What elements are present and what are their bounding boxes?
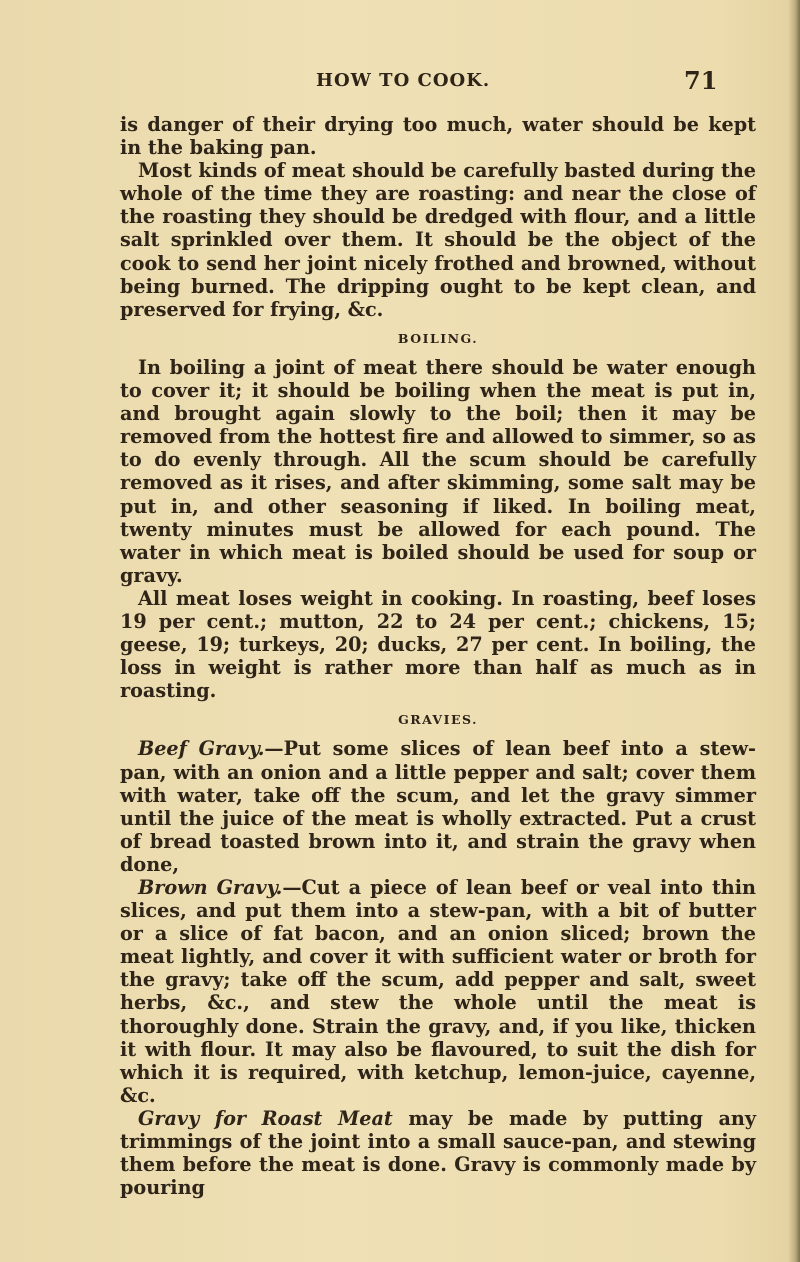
recipe-text: —Cut a piece of lean beef or veal into thin slices, and put them into a stew-pan, with a bit of butter or a slice of fat bacon, and an onion sliced; brown the meat lightly, and cover it with sufficient water or broth for the gravy; take off the scum, add pepper and salt, sweet herbs, &c., and stew the whole until the meat is thoroughly done. Strain the gravy, and, if you like, thicken it with flour. It may also be flavoured, to suit the dish for which it is required, with ketchup, lemon-juice, cayenne, &c. <box>120 876 756 1107</box>
recipe-text: may be made by putting any trimmings of the joint into a small sauce-pan, and stewing them before the meat is done. Gravy is commonly made by pouring <box>120 1106 757 1200</box>
paragraph: Most kinds of meat should be carefully basted during the whole of the time they are roasting: and near the close of the roasting they should be dredged with flour, and a little salt sprinkled over them. It should be the object of the cook to send her joint nicely frothed and browned, without being burned. The dripping ought to be kept clean, and preserved for frying, &c. <box>120 159 756 321</box>
page-header <box>0 66 800 100</box>
paragraph: All meat loses weight in cooking. In roasting, beef loses 19 per cent.; mutton, 22 to 24 per cent.; chickens, 15; geese, 19; turkeys, 20; ducks, 27 per cent. In boiling, the loss in weight is rather more than half as much as in roasting. <box>120 586 756 703</box>
body-text <box>120 113 756 1199</box>
recipe-title: Beef Gravy. <box>138 737 265 761</box>
recipe-brown-gravy <box>120 876 756 1107</box>
recipe-title: Gravy for Roast Meat <box>138 1106 393 1130</box>
paragraph: is danger of their drying too much, water should be kept in the baking pan. <box>120 113 756 160</box>
paragraph: In boiling a joint of meat there should be water enough to cover it; it should be boiling when the meat is put in, and brought again slowly to the boil; then it may be removed from the hottest fire and allowed to simmer, so as to do evenly through. All the scum should be carefully removed as it rises, and after skimming, some salt may be put in, and other seasoning if liked. In boiling meat, twenty minutes must be allowed for each pound. The water in which meat is boiled should be used for soup or gravy. <box>120 355 756 587</box>
running-head: HOW TO COOK. <box>316 70 491 91</box>
recipe-roast-gravy <box>120 1107 756 1199</box>
recipe-title: Brown Gravy. <box>138 876 283 899</box>
page-number: 71 <box>684 66 718 95</box>
recipe-text: —Put some slices of lean beef into a stew-pan, with an onion and a little pepper and salt; cover them with water, take off the scum, and let the gravy simmer until the juice of the meat is wholly extracted. Put a crust of bread toasted brown into it, and strain the gravy when done, <box>120 737 756 876</box>
page-edge-shadow <box>788 0 800 1262</box>
section-heading-gravies: GRAVIES. <box>398 712 478 728</box>
recipe-beef-gravy <box>120 737 756 876</box>
section-heading-boiling: BOILING. <box>397 330 479 346</box>
